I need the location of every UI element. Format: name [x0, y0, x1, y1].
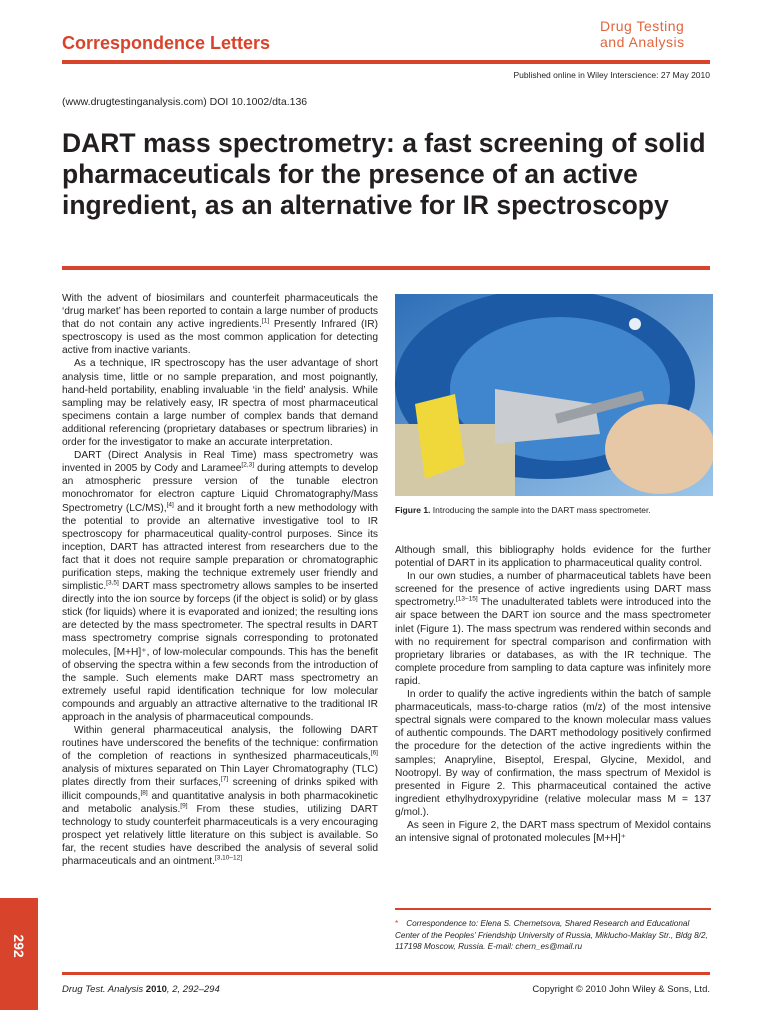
section-title: Correspondence Letters [62, 33, 271, 53]
reference-link[interactable]: [7] [220, 776, 229, 784]
reference-link[interactable]: [3,10–12] [214, 854, 243, 862]
page-number: 292 [11, 934, 27, 958]
copyright: Copyright © 2010 John Wiley & Sons, Ltd. [532, 984, 710, 995]
top-rule [62, 60, 710, 64]
reference-link[interactable]: [1] [261, 317, 270, 325]
correspondence-text[interactable]: Correspondence to: Elena S. Chernetsova, Shared Research and Educational Center of the Peoples’ Friendship University of Russia, Miklucho-Maklay Str., Bldg 8/2, 117198 Moscow, Russia. E-mail: chern_es@mail.ru [395, 919, 708, 951]
reference-link[interactable]: [8] [140, 789, 148, 797]
bottom-rule [62, 972, 710, 975]
paragraph: In order to qualify the active ingredients within the batch of sample pharmaceuticals, mass-to-charge ratios (m/z) of the most intensive spectral signals were compared to the known molecular mass values of authentic compounds. The DART methodology positively confirmed the procedure for the detection of the active ingredients within the samples; Anapryline, Biseptol, Erespal, Glycine, Mexidol, and Nootropyl. By way of confirmation, the mass spectrum of Mexidol is presented in Figure 2. This pharmaceutical contained the active ingredient ethylhydroxypyridine (relative molecular mass M = 137 g/mol.). [395, 689, 711, 818]
reference-link[interactable]: [3,5] [106, 579, 119, 587]
correspondence-note [395, 918, 711, 953]
paragraph: As seen in Figure 2, the DART mass spectrum of Mexidol contains an intensive signal of protonated molecules [M+H]⁺ [395, 819, 711, 845]
published-online: Published online in Wiley Interscience: 27 May 2010 [513, 70, 710, 80]
paragraph: Although small, this bibliography holds evidence for the further potential of DART in its application to pharmaceutical quality control. [395, 545, 711, 570]
reference-link[interactable]: [2,3] [241, 461, 255, 469]
journal-brand-line1: Drug Testing [600, 18, 685, 34]
dart-instrument-illustration [395, 294, 713, 496]
figure-1-photo [395, 294, 713, 496]
article-title: DART mass spectrometry: a fast screening of solid pharmaceuticals for the presence of an active ingredient, as an alternative for IR spectroscopy [62, 128, 706, 220]
doi-line[interactable]: (www.drugtestinganalysis.com) DOI 10.1002/dta.136 [62, 96, 308, 108]
figure-caption: Figure 1. Introducing the sample into the DART mass spectrometer. [395, 505, 651, 515]
paragraph: As a technique, IR spectroscopy has the user advantage of short analysis time, little or no sample preparation, and most poignantly, hand-held portability, enabling invaluable ‘in the field’ analysis. While sampling may be relatively easy, IR spectra of most pharmaceutical specimens contain a large number of complex bands that demand additional referencing (proprietary databases or spectrum libraries) in order for the investigator to make an accurate interpretation. [62, 358, 378, 449]
reference-link[interactable]: [13–15] [455, 595, 478, 603]
figure-label: Figure 1. [395, 505, 431, 515]
footnote-star: * [395, 919, 399, 928]
reference-link[interactable]: [9] [180, 802, 188, 810]
left-column [62, 292, 378, 868]
correspondence-rule [395, 908, 711, 910]
journal-brand-line2: and Analysis [600, 34, 685, 50]
paragraph: In our own studies, a number of pharmaceutical tablets have been screened for the presence of active ingredients using DART mass spectrometry.[13–15] The unadulterated tablets were introduced into the air space between the DART ion source and the mass spectrometer inlet (Figure 1). The mass spectrum was rendered within seconds and with no requirement for spectral comparison and confirmation with proprietary libraries or databases, as with the IR technique. The complete procedure from sampling to data capture was infinitely more rapid. [395, 571, 711, 687]
reference-link[interactable]: [6] [370, 749, 378, 757]
journal-citation: Drug Test. Analysis 2010, 2, 292–294 [62, 984, 220, 995]
paragraph: Within general pharmaceutical analysis, the following DART routines have underscored the benefits of the technique: confirmation of the completion of reactions in synthesized pharmaceuticals,[6] analysis of mixtures separated on Thin Layer Chromatography (TLC) plates directly from their surfaces,[7] screening of drinks spiked with illicit compounds,[8] and quantitative analysis in both pharmacokinetic and metabolic analysis.[9] From these studies, utilizing DART technology to study counterfeit pharmaceuticals is a very encouraging prospect yet relatively little literature on this subject is available. So far, the recent studies have described the analysis of several solid pharmaceuticals and an ointment.[3,10–12] [62, 725, 378, 868]
journal-brand [600, 18, 685, 50]
right-column [395, 544, 711, 845]
paragraph: With the advent of biosimilars and counterfeit pharmaceuticals the ‘drug market’ has been reported to contain a large number of products that do not contain any active ingredients.[1] Presently Infrared (IR) spectroscopy is used as the most common application for detecting active from inactive variants. [62, 293, 378, 357]
reference-link[interactable]: [4] [166, 501, 174, 509]
title-rule [62, 266, 710, 270]
paragraph: DART (Direct Analysis in Real Time) mass spectrometry was invented in 2005 by Cody and Laramee[2,3] during attempts to develop an atmospheric pressure version of the tunable electron monochromator for electron capture Liquid Chromatography/Mass Spectrometry (LC/MS),[4] and it brought forth a new methodology with the potential to provide an alternative investigative tool to IR spectroscopy for pharmaceutical quality-control purposes. Since its inception, DART has attracted interest from researchers due to the fact that it does not require sample preparation or chromatographic purification steps, making the technique extremely user friendly and simplistic.[3,5] DART mass spectrometry allows samples to be inserted directly into the ion source by forceps (if the object is solid) or by glass stick (for liquids) where it is evaporated and ionized; the resulting ions are detected by the mass spectrometer. The spectral results in DART mass spectrometry comprise signals corresponding to protonated molecules, [M+H]⁺, of low-molecular compounds. This has the benefit of observing the spectra within a few seconds from the introduction of the sample. Such elements make DART mass spectrometry an extremely useful rapid identification technique for low molecular compounds and arguably an attractive alternative to the traditional IR approach in the analysis of pharmaceutical compounds. [62, 450, 378, 723]
